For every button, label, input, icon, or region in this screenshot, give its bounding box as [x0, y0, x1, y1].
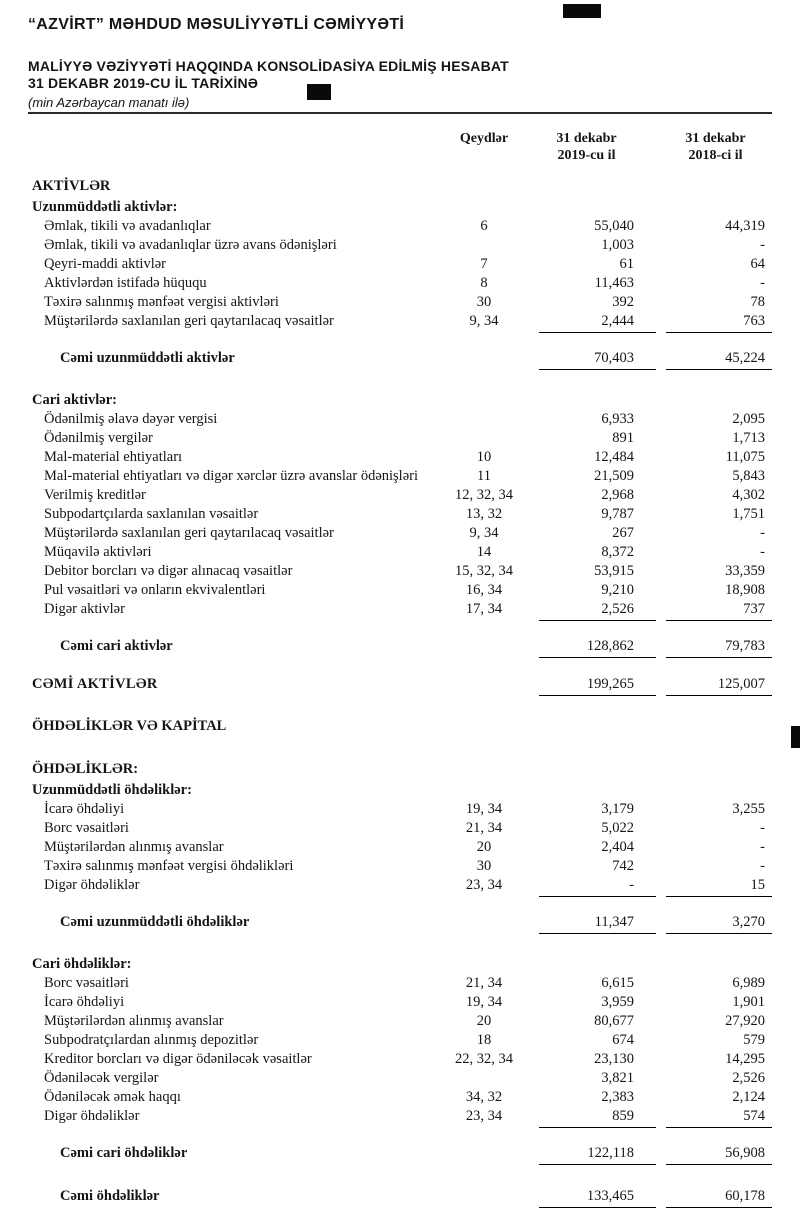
- value-2018: -: [760, 858, 765, 874]
- value-2018: 737: [666, 600, 772, 621]
- value-2019: 9,210: [601, 582, 634, 598]
- value-2018: -: [760, 544, 765, 560]
- column-header-2018-line2: 2018-ci il: [688, 148, 743, 163]
- row-label: İcarə öhdəliyi: [44, 801, 125, 817]
- value-2018: -: [760, 525, 765, 541]
- value-2019: 2,968: [601, 487, 634, 503]
- table-row: [32, 410, 772, 429]
- column-header-2019: [539, 130, 656, 164]
- row-label: Borc vəsaitləri: [44, 975, 129, 991]
- table-row: [32, 312, 772, 333]
- value-2018: 1,751: [732, 506, 765, 522]
- note-cell: 18: [476, 1032, 492, 1048]
- value-2018: 2,095: [732, 411, 765, 427]
- value-2018: 15: [666, 876, 772, 897]
- note-cell: 20: [476, 1013, 492, 1029]
- note-cell: 21, 34: [465, 820, 503, 836]
- company-title: “AZVİRT” MƏHDUD MƏSULİYYƏTLİ CƏMİYYƏTİ: [28, 16, 405, 33]
- value-2019: 674: [612, 1032, 634, 1048]
- value-2019: 55,040: [594, 218, 634, 234]
- table-header: [32, 130, 772, 164]
- table-row: [32, 524, 772, 543]
- units-note: (min Azərbaycan manatı ilə): [28, 95, 190, 110]
- row-label: Cəmi uzunmüddətli aktivlər: [60, 350, 235, 366]
- value-2019: 267: [612, 525, 634, 541]
- table-row: [32, 349, 772, 370]
- row-label: Uzunmüddətli öhdəliklər:: [32, 782, 192, 798]
- note-cell: 15, 32, 34: [455, 563, 513, 579]
- note-cell: 16, 34: [465, 582, 503, 598]
- value-2018: 6,989: [732, 975, 765, 991]
- table-row: [32, 486, 772, 505]
- value-2019: 5,022: [601, 820, 634, 836]
- table-row: [32, 1187, 772, 1208]
- value-2019: 742: [612, 858, 634, 874]
- scan-artifact: [791, 726, 800, 748]
- table-row: [32, 505, 772, 524]
- row-label: Əmlak, tikili və avadanlıqlar üzrə avans ödənişləri: [44, 237, 337, 253]
- note-cell: 9, 34: [469, 525, 499, 541]
- row-label: Müştərilərdən alınmış avanslar: [44, 839, 224, 855]
- value-2018: 14,295: [725, 1051, 765, 1067]
- row-label: Subpodartçılarda saxlanılan vəsaitlər: [44, 506, 259, 522]
- column-header-2018-line1: 31 dekabr: [685, 131, 746, 146]
- value-2019: 122,118: [539, 1144, 656, 1165]
- value-2019: 8,372: [601, 544, 634, 560]
- table-row: [32, 675, 772, 696]
- note-cell: 30: [476, 294, 492, 310]
- table-row: [32, 177, 772, 196]
- row-label: Borc vəsaitləri: [44, 820, 129, 836]
- value-2019: 11,463: [594, 275, 634, 291]
- note-cell: 7: [480, 256, 488, 272]
- table-row: [32, 1031, 772, 1050]
- value-2018: 2,526: [732, 1070, 765, 1086]
- value-2019: 3,821: [601, 1070, 634, 1086]
- row-label: Digər öhdəliklər: [44, 877, 140, 893]
- value-2019: 70,403: [539, 349, 656, 370]
- table-row: [32, 600, 772, 621]
- value-2019: 128,862: [539, 637, 656, 658]
- value-2018: 2,124: [732, 1089, 765, 1105]
- row-label: Cəmi cari aktivlər: [60, 638, 173, 654]
- row-label: Əmlak, tikili və avadanlıqlar: [44, 218, 211, 234]
- row-label: Müştərilərdə saxlanılan geri qaytarılacaq vəsaitlər: [44, 313, 334, 329]
- note-cell: 23, 34: [465, 877, 503, 893]
- value-2018: 125,007: [666, 675, 772, 696]
- table-row: [32, 391, 772, 410]
- value-2018: -: [760, 820, 765, 836]
- row-label: Debitor borcları və digər alınacaq vəsaitlər: [44, 563, 293, 579]
- row-label: ÖHDƏLİKLƏR:: [32, 761, 139, 777]
- table-row: [32, 1107, 772, 1128]
- row-label: Qeyri-maddi aktivlər: [44, 256, 166, 272]
- table-row: [32, 429, 772, 448]
- row-label: Cəmi öhdəliklər: [60, 1188, 160, 1204]
- scan-artifact: [563, 4, 601, 18]
- table-row: [32, 1012, 772, 1031]
- value-2018: 64: [750, 256, 765, 272]
- row-label: Uzunmüddətli aktivlər:: [32, 199, 178, 215]
- table-row: [32, 1144, 772, 1165]
- row-label: Müqavilə aktivləri: [44, 544, 152, 560]
- row-label: İcarə öhdəliyi: [44, 994, 125, 1010]
- value-2018: 1,901: [732, 994, 765, 1010]
- table-row: [32, 876, 772, 897]
- row-label: Cəmi uzunmüddətli öhdəliklər: [60, 914, 250, 930]
- column-header-2019-line2: 2019-cu il: [557, 148, 616, 163]
- value-2019: 3,959: [601, 994, 634, 1010]
- value-2018: 60,178: [666, 1187, 772, 1208]
- row-label: Digər aktivlər: [44, 601, 125, 617]
- value-2019: 9,787: [601, 506, 634, 522]
- value-2018: -: [760, 237, 765, 253]
- table-row: [32, 800, 772, 819]
- value-2018: 78: [750, 294, 765, 310]
- value-2018: 763: [666, 312, 772, 333]
- table-row: [32, 562, 772, 581]
- row-label: Müştərilərdə saxlanılan geri qaytarılacaq vəsaitlər: [44, 525, 334, 541]
- value-2018: 3,255: [732, 801, 765, 817]
- value-2018: 33,359: [725, 563, 765, 579]
- table-row: [32, 1050, 772, 1069]
- value-2018: 45,224: [666, 349, 772, 370]
- row-label: Subpodratçılardan alınmış depozitlər: [44, 1032, 259, 1048]
- note-cell: 6: [480, 218, 488, 234]
- row-label: Aktivlərdən istifadə hüququ: [44, 275, 207, 291]
- note-cell: 9, 34: [469, 313, 499, 329]
- value-2019: 2,526: [539, 600, 656, 621]
- document-header: [0, 0, 800, 114]
- row-label: Kreditor borcları və digər ödəniləcək vəsaitlər: [44, 1051, 312, 1067]
- value-2019: 2,383: [601, 1089, 634, 1105]
- value-2018: 574: [666, 1107, 772, 1128]
- value-2018: 44,319: [725, 218, 765, 234]
- value-2018: 79,783: [666, 637, 772, 658]
- note-cell: 20: [476, 839, 492, 855]
- note-cell: 19, 34: [465, 994, 503, 1010]
- note-cell: 10: [476, 449, 492, 465]
- table-row: [32, 955, 772, 974]
- row-label: Ödəniləcək vergilər: [44, 1070, 159, 1086]
- note-cell: 21, 34: [465, 975, 503, 991]
- table-row: [32, 717, 772, 736]
- table-row: [32, 1069, 772, 1088]
- table-row: [32, 293, 772, 312]
- value-2019: 199,265: [539, 675, 656, 696]
- table-row: [32, 543, 772, 562]
- scan-artifact: [307, 84, 331, 100]
- value-2019: 23,130: [594, 1051, 634, 1067]
- value-2019: 392: [612, 294, 634, 310]
- value-2019: 53,915: [594, 563, 634, 579]
- note-cell: 22, 32, 34: [455, 1051, 513, 1067]
- table-row: [32, 974, 772, 993]
- table-body: [32, 177, 772, 1208]
- value-2018: 4,302: [732, 487, 765, 503]
- report-title-line1: MALİYYƏ VƏZİYYƏTİ HAQQINDA KONSOLİDASİYA EDİLMİŞ HESABAT: [28, 58, 509, 74]
- row-label: CƏMİ AKTİVLƏR: [32, 676, 158, 692]
- row-label: ÖHDƏLİKLƏR VƏ KAPİTAL: [32, 718, 227, 734]
- value-2019: -: [539, 876, 656, 897]
- value-2018: 18,908: [725, 582, 765, 598]
- table-row: [32, 274, 772, 293]
- note-cell: 14: [476, 544, 492, 560]
- column-header-notes: Qeydlər: [459, 131, 509, 146]
- row-label: AKTİVLƏR: [32, 178, 111, 194]
- note-cell: 8: [480, 275, 488, 291]
- column-header-2019-line1: 31 dekabr: [556, 131, 617, 146]
- value-2019: 21,509: [594, 468, 634, 484]
- note-cell: 19, 34: [465, 801, 503, 817]
- row-label: Verilmiş kreditlər: [44, 487, 146, 503]
- row-label: Təxirə salınmış mənfəət vergisi aktivləri: [44, 294, 279, 310]
- table-row: [32, 217, 772, 236]
- value-2018: 11,075: [725, 449, 765, 465]
- value-2018: 27,920: [725, 1013, 765, 1029]
- value-2019: 11,347: [539, 913, 656, 934]
- note-cell: 12, 32, 34: [455, 487, 513, 503]
- table-row: [32, 760, 772, 779]
- row-label: Ödənilmiş vergilər: [44, 430, 153, 446]
- row-label: Mal-material ehtiyatları və digər xərclər üzrə avanslar ödənişləri: [44, 468, 418, 484]
- table-row: [32, 913, 772, 934]
- value-2019: 2,444: [539, 312, 656, 333]
- value-2018: 3,270: [666, 913, 772, 934]
- table-row: [32, 838, 772, 857]
- table-row: [32, 448, 772, 467]
- value-2018: 579: [743, 1032, 765, 1048]
- value-2019: 6,615: [601, 975, 634, 991]
- row-label: Ödəniləcək əmək haqqı: [44, 1089, 181, 1105]
- table-row: [32, 255, 772, 274]
- value-2018: 5,843: [732, 468, 765, 484]
- table-row: [32, 637, 772, 658]
- row-label: Mal-material ehtiyatları: [44, 449, 183, 465]
- table-row: [32, 781, 772, 800]
- table-row: [32, 1088, 772, 1107]
- table-row: [32, 993, 772, 1012]
- value-2018: 1,713: [732, 430, 765, 446]
- financial-statement-table: [0, 114, 800, 1208]
- report-title-line2: 31 DEKABR 2019-CU İL TARİXİNƏ: [28, 75, 259, 91]
- value-2018: 56,908: [666, 1144, 772, 1165]
- table-row: [32, 198, 772, 217]
- value-2019: 1,003: [601, 237, 634, 253]
- report-title: [28, 58, 772, 92]
- value-2019: 891: [612, 430, 634, 446]
- row-label: Cəmi cari öhdəliklər: [60, 1145, 188, 1161]
- table-row: [32, 236, 772, 255]
- table-row: [32, 581, 772, 600]
- value-2019: 80,677: [594, 1013, 634, 1029]
- column-header-2018: [666, 130, 772, 164]
- row-label: Cari aktivlər:: [32, 392, 117, 408]
- value-2019: 12,484: [594, 449, 634, 465]
- row-label: Cari öhdəliklər:: [32, 956, 132, 972]
- row-label: Digər öhdəliklər: [44, 1108, 140, 1124]
- row-label: Təxirə salınmış mənfəət vergisi öhdəlikləri: [44, 858, 294, 874]
- note-cell: 34, 32: [465, 1089, 503, 1105]
- note-cell: 17, 34: [465, 601, 503, 617]
- value-2019: 2,404: [601, 839, 634, 855]
- note-cell: 23, 34: [465, 1108, 503, 1124]
- row-label: Müştərilərdən alınmış avanslar: [44, 1013, 224, 1029]
- value-2018: -: [760, 275, 765, 291]
- value-2019: 3,179: [601, 801, 634, 817]
- value-2019: 859: [539, 1107, 656, 1128]
- value-2018: -: [760, 839, 765, 855]
- table-row: [32, 857, 772, 876]
- value-2019: 133,465: [539, 1187, 656, 1208]
- table-row: [32, 467, 772, 486]
- note-cell: 13, 32: [465, 506, 503, 522]
- row-label: Pul vəsaitləri və onların ekvivalentləri: [44, 582, 266, 598]
- value-2019: 6,933: [601, 411, 634, 427]
- note-cell: 30: [476, 858, 492, 874]
- note-cell: 11: [477, 468, 491, 484]
- row-label: Ödənilmiş əlavə dəyər vergisi: [44, 411, 218, 427]
- value-2019: 61: [619, 256, 634, 272]
- table-row: [32, 819, 772, 838]
